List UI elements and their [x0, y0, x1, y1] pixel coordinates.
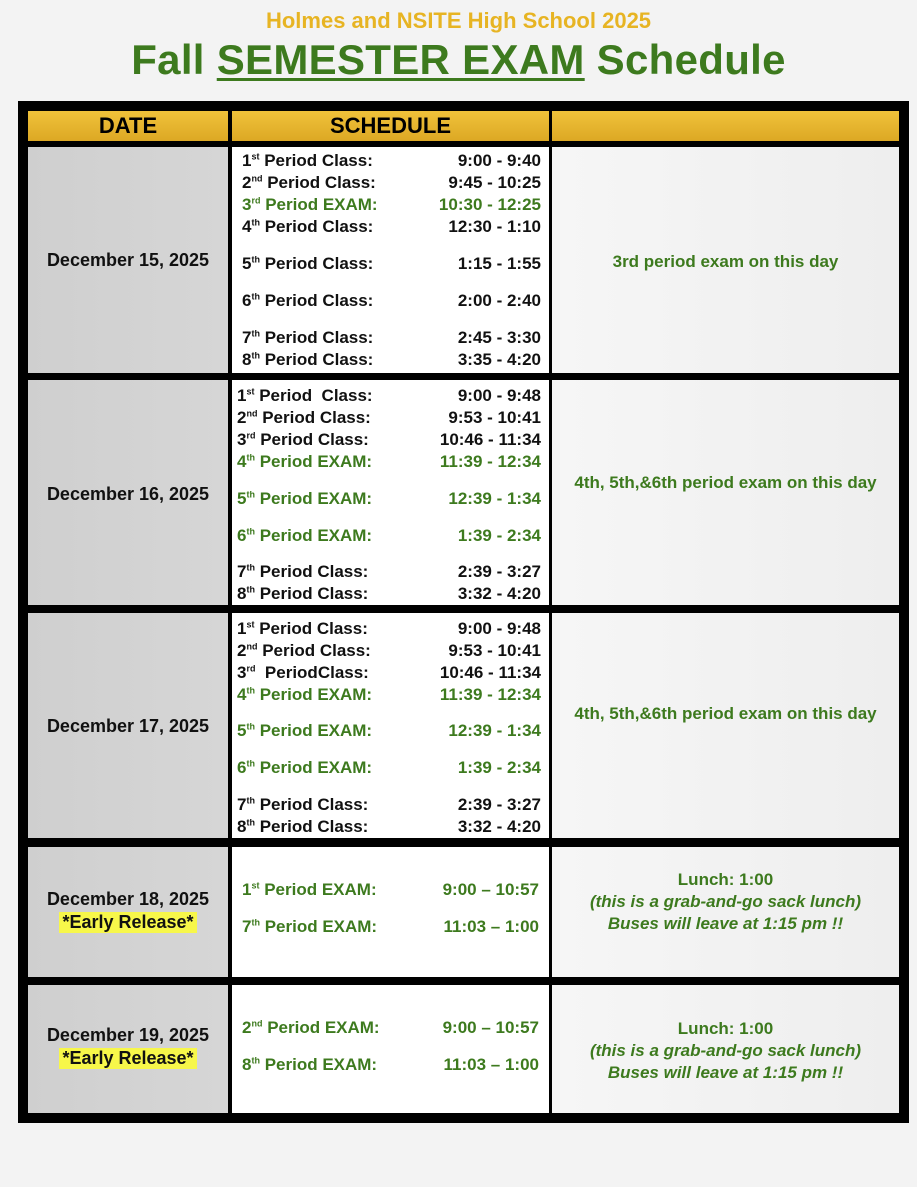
period-number: 5	[242, 254, 252, 273]
day-note: 3rd period exam on this day	[612, 252, 839, 271]
period-ordinal: th	[246, 489, 255, 500]
period-number: 7	[242, 328, 252, 347]
period-ordinal: rd	[246, 430, 256, 441]
period-row	[237, 758, 543, 778]
period-number: 4	[242, 217, 252, 236]
notes-cell	[552, 847, 899, 977]
period-type: Period Class:	[254, 386, 373, 405]
period-number: 8	[242, 1055, 252, 1074]
period-row	[237, 562, 543, 582]
period-label	[237, 562, 368, 582]
period-label	[237, 452, 372, 472]
period-time: 2:45 - 3:30	[457, 328, 541, 347]
exam-date	[28, 1025, 228, 1069]
period-time: 3:32 - 4:20	[457, 584, 541, 603]
date-label: December 16, 2025	[46, 484, 210, 504]
period-number: 6	[242, 291, 252, 310]
period-number: 6	[237, 758, 247, 777]
date-label: December 19, 2025	[46, 1025, 210, 1045]
exam-schedule-table	[18, 101, 909, 1123]
period-time: 11:39 - 12:34	[439, 452, 541, 471]
early-release-badge: *Early Release*	[59, 912, 196, 933]
period-label	[242, 217, 373, 237]
period-time: 2:39 - 3:27	[457, 562, 541, 581]
period-time: 12:30 - 1:10	[448, 217, 541, 236]
period-label	[237, 430, 369, 450]
period-label	[242, 328, 373, 348]
period-number: 7	[242, 917, 252, 936]
exam-date	[28, 250, 228, 271]
period-ordinal: rd	[246, 663, 256, 674]
date-label: December 15, 2025	[46, 250, 210, 270]
period-type: Period EXAM:	[254, 721, 373, 740]
period-number: 2	[237, 641, 247, 660]
date-label: December 18, 2025	[46, 889, 210, 909]
period-label	[242, 291, 373, 311]
period-label	[242, 195, 378, 215]
exam-date	[28, 484, 228, 505]
column-header-notes	[552, 111, 899, 141]
period-row	[237, 408, 543, 428]
period-number: 7	[237, 562, 247, 581]
period-label	[242, 1055, 377, 1075]
notes-cell	[552, 380, 899, 605]
period-type: Period EXAM:	[254, 758, 373, 777]
period-number: 1	[242, 151, 252, 170]
period-ordinal: st	[246, 619, 255, 630]
period-type: Period EXAM:	[259, 917, 378, 936]
date-cell	[28, 380, 228, 605]
date-cell	[28, 613, 228, 838]
period-time: 11:39 - 12:34	[439, 685, 541, 704]
period-type: Period EXAM:	[259, 1055, 378, 1074]
period-number: 3	[237, 663, 247, 682]
note-line: Buses will leave at 1:15 pm !!	[607, 1063, 844, 1082]
period-label	[242, 1018, 380, 1038]
period-row	[242, 151, 543, 171]
period-label	[242, 350, 373, 370]
period-ordinal: nd	[251, 173, 263, 184]
period-time: 1:15 - 1:55	[457, 254, 541, 273]
period-label	[242, 880, 377, 900]
period-type: Period EXAM:	[254, 452, 373, 471]
period-label	[237, 817, 368, 837]
period-number: 8	[237, 584, 247, 603]
page-title: Fall SEMESTER EXAM Schedule	[131, 36, 786, 83]
schedule-cell	[232, 380, 549, 605]
header-schedule-cell	[232, 111, 549, 141]
period-row	[242, 917, 543, 937]
period-number: 3	[242, 195, 252, 214]
note-line: Lunch: 1:00	[677, 1019, 774, 1038]
period-row	[237, 663, 543, 683]
period-type: Period EXAM:	[254, 526, 373, 545]
date-label: December 17, 2025	[46, 716, 210, 736]
period-ordinal: th	[246, 584, 255, 595]
period-type: Period Class:	[259, 291, 374, 310]
period-number: 4	[237, 452, 247, 471]
period-type: Period Class:	[259, 217, 374, 236]
period-time: 9:53 - 10:41	[448, 641, 541, 660]
period-time: 1:39 - 2:34	[457, 526, 541, 545]
period-row	[242, 880, 543, 900]
period-ordinal: th	[246, 685, 255, 696]
day-note	[552, 869, 899, 935]
period-label	[237, 685, 372, 705]
period-ordinal: th	[246, 526, 255, 537]
period-ordinal: nd	[246, 408, 258, 419]
period-number: 6	[237, 526, 247, 545]
period-type: Period Class:	[262, 173, 376, 192]
period-time: 1:39 - 2:34	[457, 758, 541, 777]
period-ordinal: rd	[251, 195, 261, 206]
period-ordinal: th	[251, 350, 260, 361]
exam-date	[28, 716, 228, 737]
period-type: Period EXAM:	[254, 685, 373, 704]
period-time: 10:46 - 11:34	[439, 663, 541, 682]
period-type: Period EXAM:	[262, 1018, 380, 1037]
note-line: (this is a grab-and-go sack lunch)	[589, 1041, 862, 1060]
period-type: Period Class:	[254, 795, 369, 814]
period-type: Period Class:	[259, 151, 373, 170]
day-note: 4th, 5th,&6th period exam on this day	[574, 473, 877, 492]
notes-cell	[552, 985, 899, 1113]
header-date-cell	[28, 111, 228, 141]
period-type: Period Class:	[257, 641, 371, 660]
period-row	[237, 584, 543, 604]
period-number: 7	[237, 795, 247, 814]
period-type: Period EXAM:	[260, 195, 378, 214]
early-release-badge: *Early Release*	[59, 1048, 196, 1069]
period-label	[237, 663, 369, 683]
period-number: 5	[237, 489, 247, 508]
period-time: 9:00 - 9:48	[457, 386, 541, 405]
period-ordinal: th	[246, 452, 255, 463]
period-row	[237, 452, 543, 472]
period-row	[237, 489, 543, 509]
period-time: 9:00 – 10:57	[442, 1018, 539, 1037]
period-time: 12:39 - 1:34	[448, 721, 541, 740]
schedule-cell	[232, 847, 549, 977]
date-cell	[28, 985, 228, 1113]
period-label	[242, 151, 373, 171]
period-ordinal: th	[246, 795, 255, 806]
period-ordinal: st	[246, 386, 255, 397]
period-number: 3	[237, 430, 247, 449]
period-ordinal: th	[246, 721, 255, 732]
period-label	[237, 489, 372, 509]
schedule-cell	[232, 147, 549, 373]
period-number: 2	[242, 1018, 252, 1037]
period-type: Period Class:	[259, 328, 374, 347]
period-type: Period EXAM:	[254, 489, 373, 508]
period-ordinal: nd	[246, 641, 258, 652]
period-label	[237, 408, 371, 428]
period-type: Period Class:	[254, 562, 369, 581]
period-ordinal: th	[251, 291, 260, 302]
period-type: PeriodClass:	[255, 663, 369, 682]
period-ordinal: th	[251, 217, 260, 228]
period-row	[242, 254, 543, 274]
schedule-cell	[232, 613, 549, 838]
period-row	[237, 685, 543, 705]
period-label	[237, 386, 373, 406]
note-line: Lunch: 1:00	[677, 870, 774, 889]
period-ordinal: th	[246, 758, 255, 769]
period-number: 1	[237, 386, 247, 405]
period-time: 10:46 - 11:34	[439, 430, 541, 449]
period-number: 1	[237, 619, 247, 638]
period-ordinal: th	[251, 917, 260, 928]
period-number: 5	[237, 721, 247, 740]
period-label	[237, 526, 372, 546]
period-label	[237, 721, 372, 741]
period-row	[242, 173, 543, 193]
header-notes-cell	[552, 111, 899, 141]
period-row	[242, 195, 543, 215]
column-header-date: DATE	[98, 113, 158, 138]
period-label	[237, 641, 371, 661]
period-label	[237, 584, 368, 604]
period-number: 4	[237, 685, 247, 704]
period-time: 11:03 – 1:00	[443, 1055, 539, 1074]
period-label	[242, 173, 376, 193]
period-type: Period Class:	[254, 817, 369, 836]
exam-date	[28, 889, 228, 933]
period-label	[242, 917, 377, 937]
period-time: 9:00 – 10:57	[442, 880, 539, 899]
period-time: 3:32 - 4:20	[457, 817, 541, 836]
period-row	[242, 1018, 543, 1038]
period-ordinal: st	[251, 151, 260, 162]
period-time: 2:39 - 3:27	[457, 795, 541, 814]
day-note: 4th, 5th,&6th period exam on this day	[574, 704, 877, 723]
period-time: 9:45 - 10:25	[448, 173, 541, 192]
period-time: 9:53 - 10:41	[448, 408, 541, 427]
period-ordinal: th	[251, 328, 260, 339]
period-type: Period EXAM:	[259, 880, 377, 899]
notes-cell	[552, 147, 899, 373]
period-time: 11:03 – 1:00	[443, 917, 539, 936]
period-row	[242, 291, 543, 311]
period-type: Period Class:	[257, 408, 371, 427]
date-cell	[28, 847, 228, 977]
period-row	[242, 1055, 543, 1075]
period-label	[237, 758, 372, 778]
period-time: 9:00 - 9:40	[457, 151, 541, 170]
period-type: Period Class:	[259, 254, 374, 273]
period-label	[242, 254, 373, 274]
period-time: 3:35 - 4:20	[457, 350, 541, 369]
school-name: Holmes and NSITE High School 2025	[265, 8, 652, 33]
period-type: Period Class:	[254, 584, 369, 603]
period-ordinal: th	[246, 817, 255, 828]
period-row	[237, 817, 543, 837]
period-time: 12:39 - 1:34	[448, 489, 541, 508]
period-row	[237, 526, 543, 546]
period-label	[237, 795, 368, 815]
period-ordinal: st	[251, 880, 260, 891]
period-row	[237, 795, 543, 815]
period-row	[237, 721, 543, 741]
period-number: 8	[242, 350, 252, 369]
period-row	[237, 641, 543, 661]
period-ordinal: th	[251, 254, 260, 265]
period-label	[237, 619, 368, 639]
period-number: 8	[237, 817, 247, 836]
period-row	[237, 386, 543, 406]
period-ordinal: nd	[251, 1018, 263, 1029]
period-row	[237, 430, 543, 450]
period-number: 2	[237, 408, 247, 427]
period-ordinal: th	[246, 562, 255, 573]
column-header-schedule: SCHEDULE	[329, 113, 451, 138]
period-time: 9:00 - 9:48	[457, 619, 541, 638]
date-cell	[28, 147, 228, 373]
period-number: 1	[242, 880, 252, 899]
period-time: 2:00 - 2:40	[457, 291, 541, 310]
period-row	[242, 217, 543, 237]
note-line: Buses will leave at 1:15 pm !!	[607, 914, 844, 933]
period-type: Period Class:	[255, 430, 369, 449]
period-row	[242, 328, 543, 348]
schedule-cell	[232, 985, 549, 1113]
period-time: 10:30 - 12:25	[438, 195, 541, 214]
period-type: Period Class:	[259, 350, 374, 369]
period-ordinal: th	[251, 1055, 260, 1066]
period-type: Period Class:	[254, 619, 368, 638]
period-row	[237, 619, 543, 639]
period-row	[242, 350, 543, 370]
period-number: 2	[242, 173, 252, 192]
notes-cell	[552, 613, 899, 838]
day-note	[552, 1018, 899, 1084]
note-line: (this is a grab-and-go sack lunch)	[589, 892, 862, 911]
